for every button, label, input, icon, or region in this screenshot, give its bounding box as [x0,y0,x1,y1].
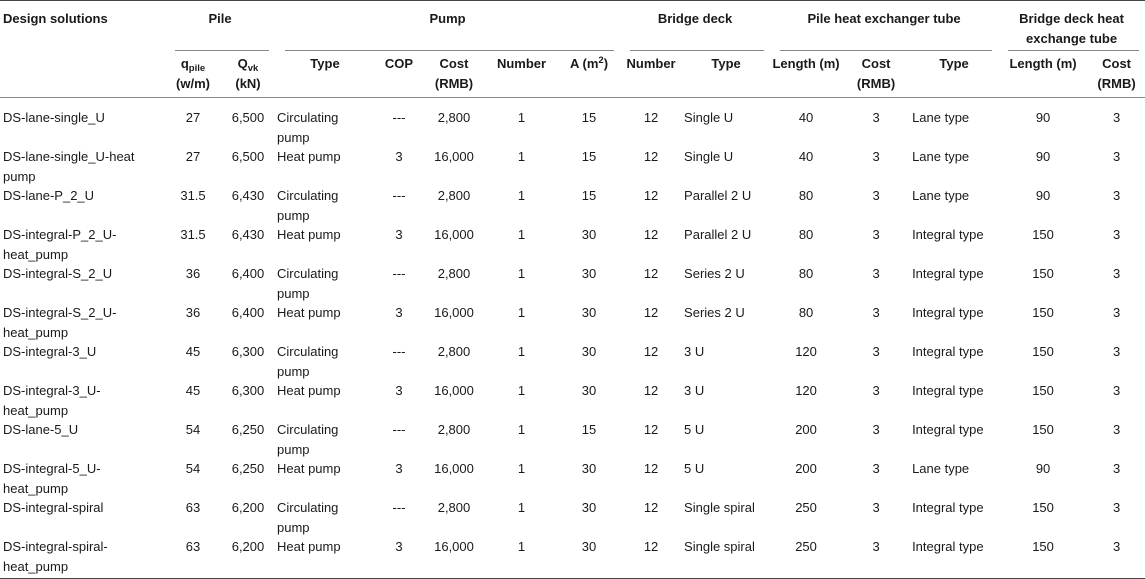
qvk-cell: 6,400 [231,305,265,320]
deck-area-cell: 30 [558,537,620,579]
qpile-unit: (w/m) [176,75,210,91]
table-row [0,186,1145,225]
deck-tube-length-cell: 150 [1032,500,1054,515]
pile-tube-length-cell: 80 [798,305,814,320]
pump-cost-header [423,50,485,98]
pile-tube-type-cell: Single spiral [684,500,755,515]
design-solution-cell: DS-integral-spiral [3,500,104,515]
table-row [0,342,1145,381]
deck-tube-length-cell: 150 [1032,344,1054,359]
deck-tube-cost-cell: 3 [1112,110,1121,125]
qpile-cell: 54 [185,422,201,437]
table-row [0,225,1145,264]
deck-number-cell: 12 [643,422,659,437]
deck-tube-group-label: Bridge deck heat exchange tube [1019,11,1124,46]
pile-tube-cost-cell: 3 [872,422,880,437]
pile-tube-type-cell: 3 U [684,344,705,359]
deck-number-cell: 12 [643,110,659,125]
table-row [0,537,1145,579]
pile-tube-type-cell: Single U [684,149,734,164]
deck-area-cell: 30 [581,500,597,515]
design-solution-cell: DS-lane-P_2_U [3,188,95,203]
design-solution-cell: DS-integral-3_U-heat_pump [3,383,101,418]
table-row [0,303,1145,342]
deck-tube-type-cell: Integral type [912,344,984,359]
design-solution-cell: DS-integral-5_U-heat_pump [3,461,101,496]
pump-number-cell: 1 [517,110,526,125]
pile-tube-cost-cell: 3 [872,149,880,164]
qpile-header [165,50,221,98]
cop-cell: --- [392,188,406,203]
pump-number-cell: 1 [485,537,558,579]
deck-tube-type-header: Type [939,56,969,71]
deck-tube-type-cell: Integral type [912,227,984,242]
qvk-cell: 6,200 [231,500,265,515]
deck-tube-type-cell: Lane type [912,149,970,164]
pile-tube-length-cell: 80 [798,266,814,281]
table-row [0,147,1145,186]
cop-cell: --- [392,110,406,125]
pile-tube-length-cell: 250 [770,537,842,579]
pump-cost-cell: 16,000 [434,149,474,164]
pile-group-header [165,1,275,51]
deck-tube-type-cell: Integral type [910,537,998,579]
pump-type-cell: Heat pump [277,149,341,164]
deck-number-cell: 12 [643,500,659,515]
cop-cell: 3 [395,149,403,164]
design-solution-cell: DS-integral-spiral-heat_pump [0,537,165,579]
qpile-cell: 45 [185,383,201,398]
pile-tube-cost-cell: 3 [872,266,880,281]
pump-cost-unit: (RMB) [434,75,474,91]
pile-tube-length-cell: 40 [798,110,814,125]
deck-area-cell: 30 [581,227,597,242]
deck-tube-cost-cell: 3 [1112,422,1121,437]
pump-number-cell: 1 [517,305,526,320]
pump-cost-cell: 16,000 [434,461,474,476]
deck-tube-type-cell: Lane type [912,188,970,203]
pump-number-header: Number [496,56,547,71]
table-row [0,98,1145,148]
deck-tube-length-cell: 150 [1032,383,1054,398]
qpile-cell: 36 [185,305,201,320]
pump-cost-cell: 2,800 [437,344,471,359]
pump-number-cell: 1 [517,383,526,398]
design-solution-cell: DS-integral-S_2_U-heat_pump [3,305,117,340]
table-row [0,420,1145,459]
deck-tube-cost-label: Cost [1102,56,1131,71]
deck-tube-type-cell: Lane type [912,461,970,476]
deck-tube-cost-cell: 3 [1112,461,1121,476]
deck-area-cell: 15 [581,422,597,437]
deck-tube-type-cell: Lane type [912,110,970,125]
pile-tube-cost-cell: 3 [842,537,910,579]
design-solutions-header: Design solutions [0,1,165,98]
pump-number-cell: 1 [517,500,526,515]
deck-tube-type-cell: Integral type [912,266,984,281]
deck-area-label: A (m [570,56,599,71]
pile-tube-type-cell: 5 U [684,461,705,476]
cop-cell: --- [392,500,406,515]
pump-number-cell: 1 [517,461,526,476]
deck-tube-length-cell: 90 [1035,149,1051,164]
pump-type-header: Type [310,56,340,71]
pile-tube-length-cell: 80 [798,188,814,203]
deck-tube-group-header [998,1,1145,51]
deck-tube-type-cell: Integral type [912,422,984,437]
qvk-cell: 6,250 [231,461,265,476]
deck-number-cell: 12 [643,227,659,242]
qpile-cell: 31.5 [180,227,206,242]
qpile-cell: 31.5 [180,188,206,203]
deck-area-cell: 30 [581,266,597,281]
pump-cost-cell: 16,000 [434,227,474,242]
deck-tube-length-header: Length (m) [1009,56,1077,71]
design-solution-cell: DS-integral-S_2_U [3,266,113,281]
pile-group-underline [175,50,269,51]
table-row [0,498,1145,537]
pump-cost-cell: 16,000 [423,537,485,579]
pile-tube-type-cell: Single spiral [682,537,770,579]
deck-number-cell: 12 [643,266,659,281]
deck-tube-cost-cell: 3 [1088,537,1145,579]
qvk-symbol: Q [237,56,248,71]
deck-number-cell: 12 [643,188,659,203]
deck-tube-type-cell: Integral type [912,383,984,398]
deck-tube-length-cell: 150 [1032,266,1054,281]
deck-tube-cost-cell: 3 [1112,344,1121,359]
pile-tube-length-cell: 250 [795,500,817,515]
pile-tube-type-cell: Parallel 2 U [684,227,752,242]
cop-cell: 3 [395,461,403,476]
qpile-subscript: pile [188,63,206,74]
header-group-row [0,1,1145,51]
pump-type-cell: Circulating pump [277,110,339,145]
qpile-cell: 27 [185,149,201,164]
cop-cell: 3 [395,305,403,320]
pile-tube-type-cell: Series 2 U [684,266,745,281]
qpile-cell: 63 [165,537,221,579]
deck-number-cell: 12 [643,344,659,359]
qvk-cell: 6,200 [221,537,275,579]
pump-cost-cell: 2,800 [437,188,471,203]
pile-tube-type-cell: Series 2 U [684,305,745,320]
deck-tube-type-cell: Integral type [912,305,984,320]
pump-group-underline [285,50,614,51]
cop-cell: 3 [395,227,403,242]
deck-tube-length-cell: 90 [1035,110,1051,125]
pile-tube-cost-cell: 3 [872,500,880,515]
deck-tube-length-cell: 150 [1032,422,1054,437]
pump-type-cell: Circulating pump [277,344,339,379]
deck-number-header: Number [626,56,676,71]
qvk-cell: 6,400 [231,266,265,281]
pump-cost-cell: 2,800 [437,110,471,125]
pump-number-cell: 1 [517,149,526,164]
pile-tube-cost-cell: 3 [872,227,880,242]
pile-tube-length-header: Length (m) [772,56,840,71]
bridge-deck-group-underline [630,50,764,51]
pile-group-label: Pile [208,11,232,26]
deck-tube-length-cell: 90 [1035,461,1051,476]
pile-tube-cost-cell: 3 [872,305,880,320]
deck-tube-cost-cell: 3 [1112,500,1121,515]
pile-tube-length-cell: 40 [798,149,814,164]
deck-tube-cost-cell: 3 [1112,227,1121,242]
design-solution-cell: DS-lane-single_U [3,110,105,125]
deck-number-cell: 12 [643,461,659,476]
pump-number-cell: 1 [517,188,526,203]
deck-area-cell: 30 [581,461,597,476]
pump-cost-cell: 16,000 [434,305,474,320]
pile-tube-group-underline [780,50,992,51]
pile-tube-type-cell: 3 U [684,383,705,398]
pile-tube-cost-cell: 3 [872,383,880,398]
pump-number-cell: 1 [517,266,526,281]
deck-tube-length-cell: 150 [998,537,1088,579]
deck-tube-cost-cell: 3 [1112,149,1121,164]
deck-area-superscript: 2 [598,55,604,66]
deck-tube-length-cell: 90 [1035,188,1051,203]
qpile-cell: 27 [185,110,201,125]
deck-area-cell: 30 [581,383,597,398]
pump-number-cell: 1 [517,344,526,359]
pile-tube-type-header: Type [711,56,741,71]
deck-number-cell: 12 [643,305,659,320]
qvk-cell: 6,300 [231,344,265,359]
deck-area-cell: 15 [581,110,597,125]
design-solution-cell: DS-lane-5_U [3,422,79,437]
cop-cell: 3 [375,537,423,579]
deck-tube-cost-cell: 3 [1112,305,1121,320]
qpile-cell: 63 [185,500,201,515]
qpile-cell: 45 [185,344,201,359]
deck-area-cell: 15 [581,149,597,164]
cop-cell: --- [392,344,406,359]
deck-tube-length-cell: 150 [1032,227,1054,242]
pump-cost-cell: 2,800 [437,422,471,437]
pile-tube-cost-cell: 3 [872,461,880,476]
pile-tube-group-header [770,1,998,51]
qvk-cell: 6,300 [231,383,265,398]
deck-area-cell: 30 [581,305,597,320]
design-solution-cell: DS-integral-3_U [3,344,97,359]
design-solution-cell: DS-lane-single_U-heat pump [3,149,135,184]
cop-cell: --- [392,266,406,281]
qpile-cell: 54 [185,461,201,476]
qvk-cell: 6,430 [231,188,265,203]
deck-tube-cost-cell: 3 [1112,266,1121,281]
qvk-cell: 6,500 [231,110,265,125]
pump-type-cell: Circulating pump [277,500,339,535]
deck-tube-cost-header [1088,50,1145,98]
pump-number-cell: 1 [517,422,526,437]
pile-tube-cost-cell: 3 [872,110,880,125]
pump-type-cell: Heat pump [277,461,341,476]
cop-cell: 3 [395,383,403,398]
pump-type-cell: Circulating pump [277,422,339,457]
pump-group-label: Pump [429,11,466,26]
pile-tube-group-label: Pile heat exchanger tube [807,11,961,26]
pile-tube-cost-unit: (RMB) [856,75,896,91]
deck-tube-cost-unit: (RMB) [1097,75,1136,91]
table-header [0,1,1145,98]
deck-area-cell: 15 [581,188,597,203]
qvk-unit: (kN) [235,75,261,91]
pile-tube-length-cell: 200 [795,422,817,437]
qvk-subscript: vk [247,63,259,74]
qpile-symbol: q [180,56,189,71]
pile-tube-length-cell: 120 [795,344,817,359]
pump-cop-header: COP [384,56,414,71]
deck-tube-cost-cell: 3 [1112,188,1121,203]
deck-area-close: ) [603,56,609,71]
pump-group-header [275,1,620,51]
pump-type-cell: Heat pump [277,227,341,242]
bridge-deck-group-label: Bridge deck [657,11,733,26]
pump-type-cell: Circulating pump [277,266,339,301]
pile-tube-type-cell: Parallel 2 U [684,188,752,203]
pile-tube-length-cell: 80 [798,227,814,242]
pile-tube-cost-cell: 3 [872,188,880,203]
pile-tube-cost-label: Cost [861,56,891,71]
pile-tube-type-cell: Single U [684,110,734,125]
deck-number-cell: 12 [620,537,682,579]
pile-tube-type-cell: 5 U [684,422,705,437]
table-body [0,98,1145,579]
table-row [0,381,1145,420]
table-row [0,264,1145,303]
pile-tube-cost-cell: 3 [872,344,880,359]
pump-cost-label: Cost [439,56,469,71]
deck-tube-type-cell: Integral type [912,500,984,515]
table-row [0,459,1145,498]
qvk-cell: 6,500 [231,149,265,164]
pump-type-cell: Circulating pump [277,188,339,223]
pump-type-cell: Heat pump [277,383,341,398]
pump-number-cell: 1 [517,227,526,242]
pile-tube-length-cell: 120 [795,383,817,398]
qvk-cell: 6,250 [231,422,265,437]
bridge-deck-group-header [620,1,770,51]
pump-cost-cell: 2,800 [437,266,471,281]
deck-area-header [558,50,620,98]
pump-type-cell: Heat pump [277,305,341,320]
pump-cost-cell: 16,000 [434,383,474,398]
qvk-cell: 6,430 [231,227,265,242]
header-column-row [0,50,1145,98]
cop-cell: --- [392,422,406,437]
pile-tube-length-cell: 200 [795,461,817,476]
design-solution-cell: DS-integral-P_2_U-heat_pump [3,227,117,262]
deck-number-cell: 12 [643,383,659,398]
deck-tube-length-cell: 150 [1032,305,1054,320]
pile-tube-cost-header [842,50,910,98]
pump-type-cell: Heat pump [275,537,375,579]
deck-area-cell: 30 [581,344,597,359]
deck-tube-cost-cell: 3 [1112,383,1121,398]
deck-tube-group-underline [1008,50,1139,51]
pump-cost-cell: 2,800 [437,500,471,515]
qpile-cell: 36 [185,266,201,281]
qvk-header [221,50,275,98]
deck-number-cell: 12 [643,149,659,164]
